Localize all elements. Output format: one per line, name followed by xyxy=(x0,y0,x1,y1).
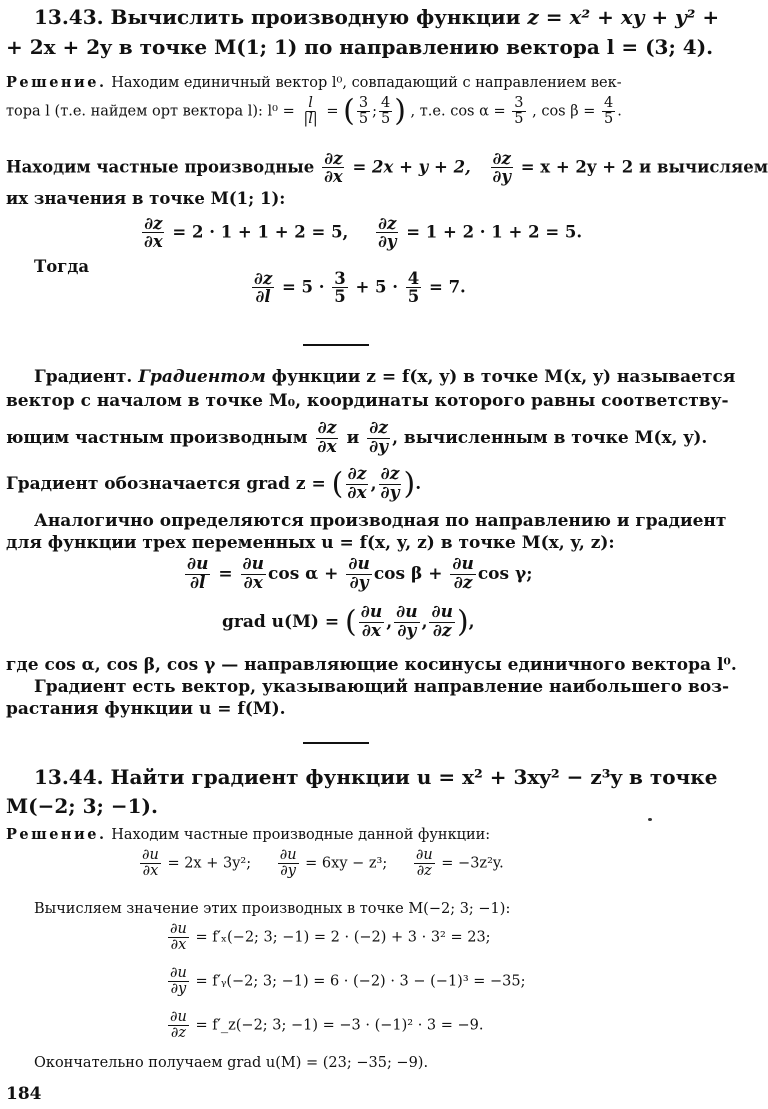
result: = 7. xyxy=(429,277,466,297)
dz-dy-value-fraction: $\frac{\partial z}{\partial y}$ xyxy=(378,214,397,252)
term2: + 5 · xyxy=(355,277,399,297)
du-dx-a: $\frac{\partial u}{\partial x}$ xyxy=(142,847,159,880)
du-dy-expr: = 6xy − z³; xyxy=(305,855,388,872)
gradient-term: Градиентом xyxy=(132,367,266,387)
dz-dx-fraction: $\frac{\partial z}{\partial x}$ xyxy=(324,149,343,187)
analog-line2: для функции трех переменных u = f(x, y, z) в точке M(x, y, z): xyxy=(6,533,615,553)
period: . xyxy=(415,473,422,494)
cos-alpha-text: , т.е. cos α = xyxy=(410,103,506,120)
du-dz-value: = f′_z(−2; 3; −1) = −3 · (−1)² · 3 = −9. xyxy=(195,1017,484,1034)
eval-du-dx xyxy=(166,922,491,953)
du-dx: $\frac{\partial u}{\partial x}$ xyxy=(242,554,264,593)
grad-u-label: grad u(M) = xyxy=(222,611,340,632)
gradient-text3b: , вычисленным в точке M(x, y). xyxy=(392,427,708,448)
paren-open-icon: ( xyxy=(345,604,357,640)
section-divider-2 xyxy=(303,742,369,744)
fraction-4-5: $\frac{4}{5}$ xyxy=(380,95,391,128)
gradient-text1: функции z = f(x, y) в точке M(x, y) называется xyxy=(265,367,736,387)
solution-text: Находим частные производные данной функции: xyxy=(106,827,491,843)
directional-derivative-result xyxy=(250,270,466,306)
cos-alpha-term: cos α + xyxy=(268,563,339,584)
du-dz-expr: = −3z²y. xyxy=(441,855,504,872)
fraction-3-5-result: $\frac{3}{5}$ xyxy=(334,269,346,307)
du-dy-a: $\frac{\partial u}{\partial y}$ xyxy=(279,847,297,880)
section-divider xyxy=(303,344,369,346)
gradient-meaning-line1: Градиент есть вектор, указывающий направление наибольшего воз- xyxy=(34,677,730,697)
grad-du-dx: $\frac{\partial u}{\partial x}$ xyxy=(360,602,383,641)
du-dy: $\frac{\partial u}{\partial y}$ xyxy=(348,554,370,593)
problem-text: Найти градиент функции u = x² + 3xy² − z³y в точке xyxy=(103,765,718,789)
grad-du-dz: $\frac{\partial u}{\partial z}$ xyxy=(431,602,453,641)
then-word: Тогда xyxy=(34,257,90,276)
du-dx-value: = f′ₓ(−2; 3; −1) = 2 · (−2) + 3 · 3² = 23; xyxy=(195,929,491,946)
cos-alpha-fraction: $\frac{3}{5}$ xyxy=(514,95,524,128)
equals: = xyxy=(218,563,233,584)
dz-dx-def: $\frac{\partial z}{\partial x}$ xyxy=(317,418,337,457)
du-dz: $\frac{\partial u}{\partial z}$ xyxy=(452,554,474,593)
problem-text: Вычислить производную функции xyxy=(103,5,528,29)
dz-dx-value-fraction: $\frac{\partial z}{\partial x}$ xyxy=(144,214,163,252)
du-dz-b: $\frac{\partial u}{\partial z}$ xyxy=(170,1009,187,1042)
comma: , xyxy=(370,473,377,494)
partials-u-line xyxy=(138,848,504,879)
gradient-definition-line2: вектор с началом в точке M₀, координаты которого равны соответству- xyxy=(6,391,729,411)
and-word: и xyxy=(346,427,360,448)
problem-13-44-line2: M(−2; 3; −1). xyxy=(6,794,158,818)
du-dz-a: $\frac{\partial u}{\partial z}$ xyxy=(415,847,433,880)
gradient-notation-line xyxy=(6,466,421,503)
cos-beta-text: , cos β = xyxy=(532,103,596,120)
solution2-intro xyxy=(6,827,490,844)
gradient-definition-line1 xyxy=(34,368,735,388)
direction-cosines-line: где cos α, cos β, cos γ — направляющие косинусы единичного вектора l⁰. xyxy=(6,655,737,675)
dz-dl-fraction: $\frac{\partial z}{\partial l}$ xyxy=(254,269,273,307)
period: . xyxy=(617,103,622,120)
values-equations xyxy=(140,215,582,251)
problem-number: 13.44. xyxy=(34,765,104,789)
cos-gamma-term: cos γ; xyxy=(477,563,533,584)
unit-vector-line xyxy=(6,93,622,129)
solution-label: Решение. xyxy=(6,74,107,91)
paren-open-icon: ( xyxy=(331,466,344,502)
paren-close-icon: ) xyxy=(394,93,406,129)
grad-du-dy: $\frac{\partial u}{\partial y}$ xyxy=(396,602,418,641)
directional-derivative-3d xyxy=(183,556,533,593)
dz-dy-expression: = x + 2y + 2 и вычисляем xyxy=(520,157,768,177)
gradient-notation-text: Градиент обозначается grad z = xyxy=(6,473,326,494)
gradient-text3: ющим частным производным xyxy=(6,427,308,448)
analog-line1: Аналогично определяются производная по направлению и градиент xyxy=(34,511,727,531)
du-dx-expr: = 2x + 3y²; xyxy=(167,855,252,872)
paren-close-icon: ) xyxy=(456,604,469,640)
gradient-3d: grad u(M) = ( $\frac{\partial u}{\partial x}$ , $\frac{\partial u}{\partial y}$ , $\frac{\partial u}{\partial z}$ ), xyxy=(222,602,475,641)
semicolon: ; xyxy=(372,103,377,120)
grad-dz-dx: $\frac{\partial z}{\partial x}$ xyxy=(347,464,367,503)
term1: = 5 · xyxy=(281,277,325,297)
equals: = xyxy=(326,103,339,120)
cos-beta-fraction: $\frac{4}{5}$ xyxy=(603,95,614,128)
unit-vector-text: тора l (т.е. найдем орт вектора l): l⁰ = xyxy=(6,103,295,120)
dz-dy-value: = 1 + 2 · 1 + 2 = 5. xyxy=(406,222,583,242)
gradient-definition-line3 xyxy=(6,420,707,457)
problem-number: 13.43. xyxy=(34,5,104,29)
gradient-meaning-line2: растания функции u = f(M). xyxy=(6,699,286,719)
partial-derivatives-line xyxy=(6,150,768,186)
paren-open-icon: ( xyxy=(343,93,355,129)
cos-beta-term: cos β + xyxy=(373,563,443,584)
dz-dx-value: = 2 · 1 + 1 + 2 = 5, xyxy=(172,222,349,242)
grad-dz-dy: $\frac{\partial z}{\partial y}$ xyxy=(380,464,400,503)
values-at-point-line: их значения в точке M(1; 1): xyxy=(6,189,286,208)
eval-du-dy xyxy=(166,966,526,997)
unit-vector-fraction: $\frac{l}{|l|}$ xyxy=(303,95,318,128)
problem-13-44-line1 xyxy=(34,766,717,789)
dz-dy-def: $\frac{\partial z}{\partial y}$ xyxy=(369,418,389,457)
du-dl: $\frac{\partial u}{\partial l}$ xyxy=(187,554,209,593)
print-speck xyxy=(648,818,652,821)
gradient-heading: Градиент. xyxy=(34,367,133,387)
eval-du-dz xyxy=(166,1010,484,1041)
problem-function: z = x² + xy + y² + xyxy=(527,5,720,29)
dz-dx-expression: = 2x + y + 2, xyxy=(352,157,471,177)
dz-dy-fraction: $\frac{\partial z}{\partial y}$ xyxy=(492,149,511,187)
page-number: 184 xyxy=(6,1084,42,1104)
solution-intro xyxy=(6,75,622,92)
du-dy-value: = f′ᵧ(−2; 3; −1) = 6 · (−2) · 3 − (−1)³ = −35; xyxy=(195,973,526,990)
fraction-4-5-result: $\frac{4}{5}$ xyxy=(407,269,420,307)
final-answer: Окончательно получаем grad u(M) = (23; −35; −9). xyxy=(34,1055,429,1071)
evaluate-line: Вычисляем значение этих производных в точке M(−2; 3; −1): xyxy=(34,901,511,917)
partial-text: Находим частные производные xyxy=(6,157,315,177)
problem-13-43-line2: + 2x + 2y в точке M(1; 1) по направлению вектора l = (3; 4). xyxy=(6,35,714,59)
fraction-3-5: $\frac{3}{5}$ xyxy=(358,95,369,128)
comma: , xyxy=(468,611,475,632)
solution-text: Находим единичный вектор l⁰, совпадающий с направлением век- xyxy=(106,75,622,91)
du-dy-b: $\frac{\partial u}{\partial y}$ xyxy=(170,965,187,998)
paren-close-icon: ) xyxy=(403,466,416,502)
problem-13-43-line1 xyxy=(34,6,719,29)
solution-label: Решение. xyxy=(6,826,107,843)
du-dx-b: $\frac{\partial u}{\partial x}$ xyxy=(170,921,187,954)
